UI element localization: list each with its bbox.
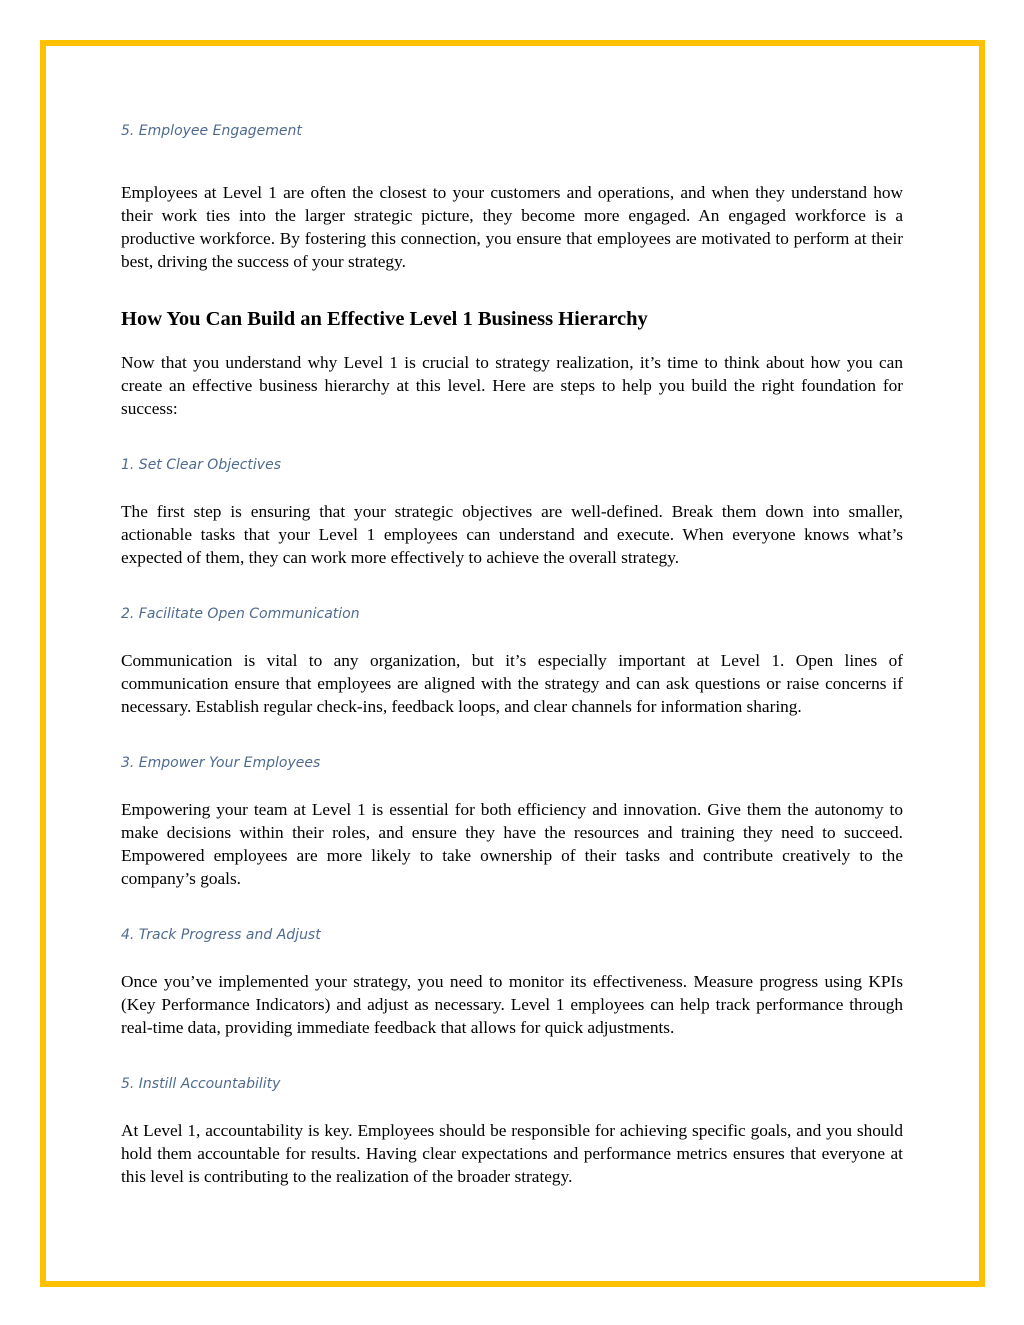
- step-heading-set-clear-objectives: 1. Set Clear Objectives: [121, 457, 281, 473]
- step-heading-empower-employees: 3. Empower Your Employees: [121, 755, 321, 771]
- document-content: [121, 118, 903, 1188]
- section-heading-employee-engagement: 5. Employee Engagement: [121, 123, 302, 139]
- main-heading: How You Can Build an Effective Level 1 Business Hierarchy: [121, 308, 648, 330]
- step-heading-track-progress: 4. Track Progress and Adjust: [121, 927, 321, 943]
- intro-paragraph: Now that you understand why Level 1 is crucial to strategy realization, it’s time to think about how you can create an effective business hierarchy at this level. Here are steps to help you build the right foundation for success:: [121, 353, 903, 418]
- section-body-employee-engagement: Employees at Level 1 are often the closest to your customers and operations, and when they understand how their work ties into the larger strategic picture, they become more engaged. An engaged workforce is a productive workforce. By fostering this connection, you ensure that employees are motivated to perform at their best, driving the success of your strategy.: [121, 183, 903, 271]
- step-body-track-progress: Once you’ve implemented your strategy, you need to monitor its effectiveness. Measure progress using KPIs (Key Performance Indicators) and adjust as necessary. Level 1 employees can help track performance through real-time data, providing immediate feedback that allows for quick adjustments.: [121, 972, 903, 1037]
- step-body-open-communication: Communication is vital to any organization, but it’s especially important at Level 1. Open lines of communication ensure that employees are aligned with the strategy and can ask questions or raise concerns if necessary. Establish regular check-ins, feedback loops, and clear channels for information sharing.: [121, 651, 903, 716]
- step-heading-instill-accountability: 5. Instill Accountability: [121, 1076, 281, 1092]
- step-body-empower-employees: Empowering your team at Level 1 is essential for both efficiency and innovation. Give them the autonomy to make decisions within their roles, and ensure they have the resources and training they need to succeed. Empowered employees are more likely to take ownership of their tasks and contribute creatively to the company’s goals.: [121, 800, 903, 888]
- step-heading-open-communication: 2. Facilitate Open Communication: [121, 606, 360, 622]
- step-body-set-clear-objectives: The first step is ensuring that your strategic objectives are well-defined. Break them down into smaller, actionable tasks that your Level 1 employees can understand and execute. When everyone knows what’s expected of them, they can work more effectively to achieve the overall strategy.: [121, 502, 903, 567]
- step-body-instill-accountability: At Level 1, accountability is key. Employees should be responsible for achieving specific goals, and you should hold them accountable for results. Having clear expectations and performance metrics ensures that everyone at this level is contributing to the realization of the broader strategy.: [121, 1121, 903, 1186]
